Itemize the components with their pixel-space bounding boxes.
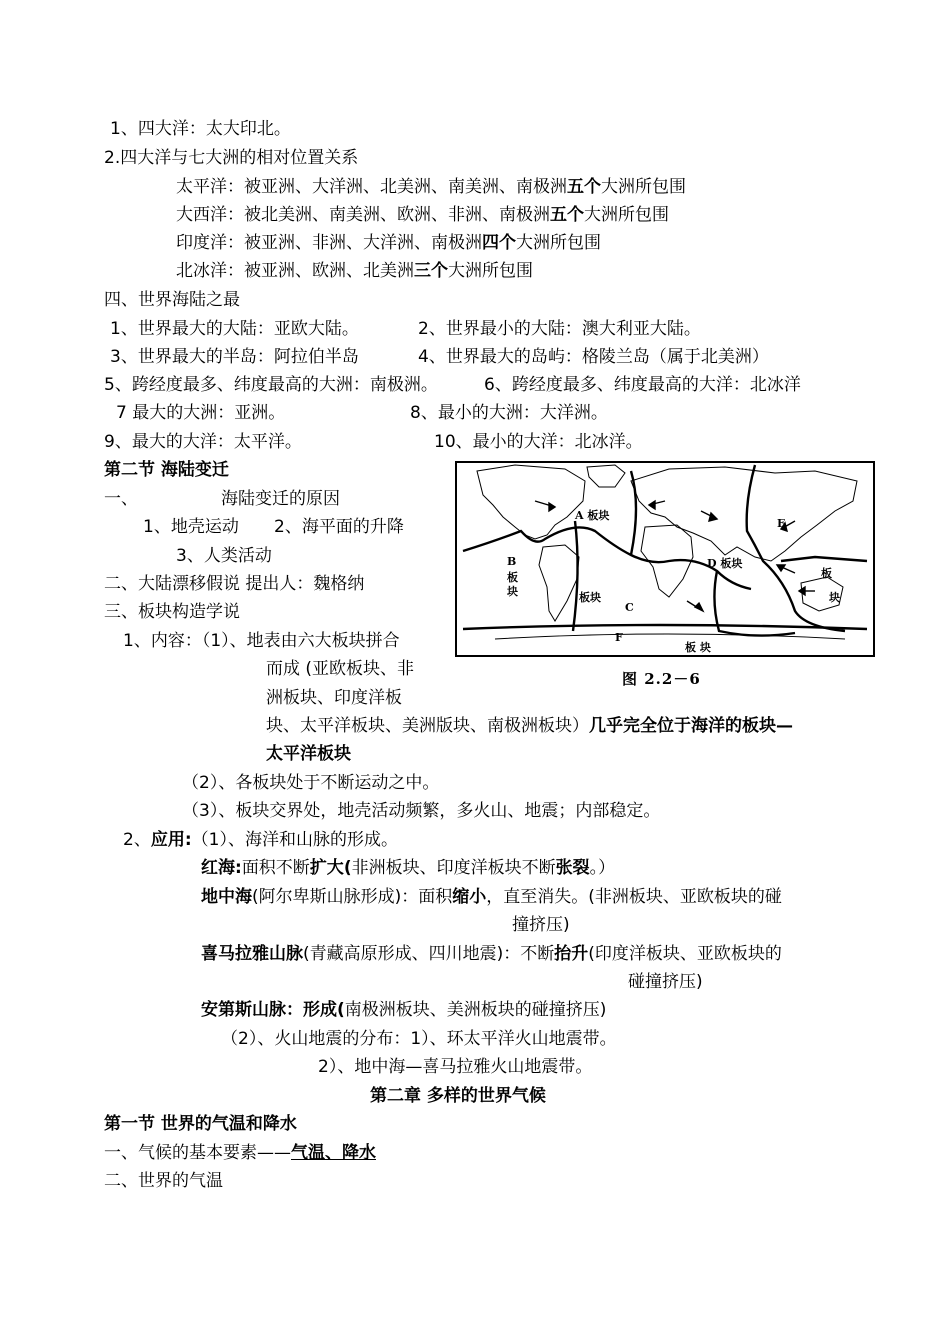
plate-label-c-block: 板块: [579, 591, 601, 604]
world-temperature-heading: 二、世界的气温: [104, 1171, 223, 1191]
atlantic-line: [176, 204, 669, 226]
atlantic-tail: 大洲所包围: [584, 205, 669, 225]
plate-label-a: A 板块: [575, 509, 610, 522]
pacific-text: 太平洋：被亚洲、大洋洲、北美洲、南美洲、南极洲: [176, 177, 567, 197]
arctic-count: 三个: [414, 261, 448, 281]
red-sea-label: 红海:: [201, 858, 242, 878]
superlatives-heading: 四、世界海陆之最: [104, 290, 240, 310]
application-label: 应用:: [150, 830, 192, 850]
volcano-line-1: （2）、火山地震的分布：1）、环太平洋火山地震带。: [221, 1029, 617, 1049]
climate-elements-label: 一、气候的基本要素——: [104, 1143, 291, 1163]
pacific-line: [176, 176, 686, 198]
andes-label: 安第斯山脉：形成: [201, 1000, 337, 1020]
arctic-text: 北冰洋：被亚洲、欧洲、北美洲: [176, 261, 414, 281]
superlative-1: 1、世界最大的大陆：亚欧大陆。: [110, 319, 359, 339]
plate-label-b-char2: 块: [507, 585, 518, 598]
himalaya-line-2: 碰撞挤压): [628, 972, 703, 992]
superlative-8: 8、最小的大洲：大洋洲。: [410, 403, 608, 423]
superlative-6: 6、跨经度最多、纬度最高的大洋：北冰洋: [484, 375, 801, 395]
application-item: （1）、海洋和山脉的形成。: [191, 830, 398, 850]
plate-map: [455, 461, 875, 657]
arctic-line: [176, 260, 533, 282]
reason-1: 1、地壳运动: [143, 517, 239, 537]
himalaya-text: (青藏高原形成、四川地震)：不断: [303, 944, 555, 964]
plate-tectonics-heading: 三、板块构造学说: [104, 602, 240, 622]
pacific-count: 五个: [567, 177, 601, 197]
reason-3: 3、人类活动: [176, 546, 272, 566]
content-line-3: 洲板块、印度洋板: [266, 688, 402, 708]
section-1-title: 第一节 世界的气温和降水: [104, 1114, 297, 1134]
mediterranean-label: 地中海: [201, 887, 252, 907]
content-line-4: [266, 715, 793, 737]
superlative-5: 5、跨经度最多、纬度最高的大洲：南极洲。: [104, 375, 438, 395]
content-item-2: （2）、各板块处于不断运动之中。: [182, 773, 440, 793]
mediterranean-line: [201, 886, 782, 908]
content-item-3: （3）、板块交界处，地壳活动频繁，多火山、地震；内部稳定。: [182, 801, 661, 821]
superlative-10: 10、最小的大洋：北冰洋。: [434, 432, 643, 452]
plate-label-b-char1: 板: [507, 571, 518, 584]
mediterranean-tail: ，直至消失。(非洲板块、亚欧板块的碰: [486, 887, 782, 907]
climate-elements-line: [104, 1142, 376, 1164]
application-number: 2、: [123, 830, 151, 850]
content-line-1: 1、内容：（1）、地表由六大板块拼合: [123, 631, 400, 651]
himalaya-tail: (印度洋板块、亚欧板块的: [588, 944, 782, 964]
plate-label-d: D 板块: [707, 557, 743, 570]
red-sea-line: [201, 857, 615, 879]
red-sea-plates: 非洲板块、印度洋板块不断: [351, 858, 556, 878]
plate-label-side-2: 块: [829, 591, 840, 604]
mediterranean-line-2: 撞挤压): [512, 915, 570, 935]
plate-label-c: C: [625, 601, 634, 614]
indian-tail: 大洲所包围: [516, 233, 601, 253]
arctic-tail: 大洲所包围: [448, 261, 533, 281]
red-sea-expand: 扩大: [309, 858, 344, 878]
section-2-title: 第二节 海陆变迁: [104, 460, 229, 480]
indian-line: [176, 232, 601, 254]
plate-label-e: E: [777, 517, 786, 530]
mediterranean-shrink: 缩小: [452, 887, 487, 907]
content-line-2: 而成 (亚欧板块、非: [266, 659, 415, 679]
reason-number: 一、: [104, 489, 138, 509]
himalaya-rise: 抬升: [554, 944, 589, 964]
superlative-2: 2、世界最小的大陆：澳大利亚大陆。: [418, 319, 701, 339]
plate-label-b: B: [507, 555, 517, 568]
chapter-2-title: 第二章 多样的世界气候: [370, 1086, 546, 1106]
superlative-3: 3、世界最大的半岛：阿拉伯半岛: [110, 347, 359, 367]
superlative-7: 7 最大的大洲：亚洲。: [116, 403, 286, 423]
plate-label-f: F: [615, 631, 623, 644]
ocean-continent-heading: 2.四大洋与七大洲的相对位置关系: [104, 148, 359, 168]
red-sea-rift: 张裂: [555, 858, 590, 878]
atlantic-text: 大西洋：被北美洲、南美洲、欧洲、非洲、南极洲: [176, 205, 550, 225]
content-line-5: 太平洋板块: [266, 744, 351, 764]
reason-heading: 海陆变迁的原因: [221, 489, 340, 509]
red-sea-text: 面积不断: [241, 858, 310, 878]
indian-count: 四个: [482, 233, 516, 253]
himalaya-label: 喜马拉雅山脉: [201, 944, 303, 964]
plate-label-f-block: 板 块: [685, 641, 711, 654]
continental-drift-line: 二、大陆漂移假说 提出人：魏格纳: [104, 574, 365, 594]
mediterranean-text: (阿尔卑斯山脉形成)：面积: [252, 887, 453, 907]
plate-list: 块、太平洋板块、美洲版块、南极洲板块）: [266, 716, 589, 736]
pacific-tail: 大洲所包围: [601, 177, 686, 197]
ocean-intro: 1、四大洋：太大印北。: [110, 119, 291, 139]
ocean-plate-note: 几乎完全位于海洋的板块—: [589, 716, 793, 736]
application-line: [123, 829, 398, 851]
red-sea-tail: 。）: [589, 858, 616, 878]
indian-text: 印度洋：被亚洲、非洲、大洋洲、南极洲: [176, 233, 482, 253]
andes-paren: (: [337, 1000, 345, 1020]
plate-label-side-1: 板: [821, 567, 832, 580]
superlative-4: 4、世界最大的岛屿：格陵兰岛（属于北美洲）: [418, 347, 769, 367]
andes-text: 南极洲板块、美洲板块的碰撞挤压): [344, 1000, 607, 1020]
volcano-line-2: 2）、地中海—喜马拉雅火山地震带。: [318, 1057, 593, 1077]
himalaya-line: [201, 943, 782, 965]
reason-2: 2、海平面的升降: [274, 517, 404, 537]
superlative-9: 9、最大的大洋：太平洋。: [104, 432, 302, 452]
andes-line: [201, 999, 606, 1021]
atlantic-count: 五个: [550, 205, 584, 225]
climate-elements-value: 气温、降水: [291, 1143, 376, 1163]
map-caption: 图 2.2－6: [622, 670, 701, 688]
red-sea-paren: (: [343, 858, 352, 878]
